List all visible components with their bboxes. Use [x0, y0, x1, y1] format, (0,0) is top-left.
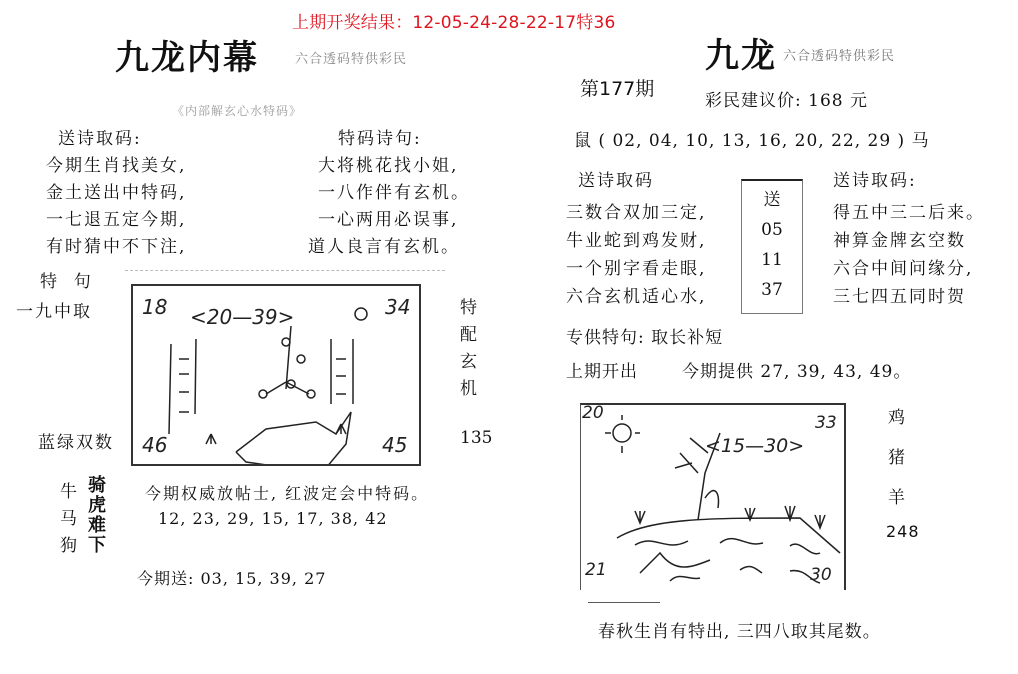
dashed-divider	[125, 270, 445, 271]
right-side-number: 248	[886, 522, 920, 541]
left-poem-line-1: 今期生肖找美女,	[46, 156, 187, 176]
special-phrase-value: 一九中取	[16, 302, 92, 322]
idiom-1: 骑	[88, 475, 106, 496]
left-side-vertical	[460, 295, 479, 403]
side-zodiac-3: 羊	[888, 488, 907, 508]
left-poem-line-4: 有时猜中不下注,	[46, 237, 187, 257]
right-corner-tr: 33	[815, 413, 837, 433]
right-side-vertical	[888, 398, 907, 518]
right-title: 九龙	[705, 36, 777, 76]
zodiac-2: 马	[60, 509, 79, 529]
send-box-num-3: 37	[761, 280, 783, 300]
left-poem-line-2: 金土送出中特码,	[46, 183, 187, 203]
idiom-4: 下	[88, 535, 106, 556]
r-poem-left-line-4: 六合玄机适心水,	[566, 287, 707, 307]
r-poem-right-line-1: 得五中三二后来。	[833, 203, 985, 223]
r-poem-right-line-2: 神算金牌玄空数	[833, 231, 966, 251]
r-poem-right-line-3: 六合中间问缘分,	[833, 259, 974, 279]
side-zodiac-2: 猪	[888, 448, 907, 468]
r-poem-right-line-4: 三七四五同时贺	[833, 287, 966, 307]
right-poem-line-1: 大将桃花找小姐,	[318, 156, 459, 176]
left-subtitle: 六合透码特供彩民	[295, 52, 408, 67]
send-box-label: 送	[763, 190, 781, 210]
left-corner-tr: 34	[385, 295, 411, 319]
side-zodiac-1: 鸡	[888, 408, 907, 428]
authority-line: 今期权威放帖士, 红波定会中特码。	[145, 484, 430, 503]
right-footer: 春秋生肖有特出, 三四八取其尾数。	[598, 622, 881, 642]
authority-numbers: 12, 23, 29, 15, 17, 38, 42	[158, 509, 388, 528]
left-poem-line-3: 一七退五定今期,	[46, 210, 187, 230]
side-char-2: 配	[460, 325, 479, 345]
last-result-banner: 上期开奖结果：12-05-24-28-22-17特36	[292, 13, 616, 33]
left-side-number: 135	[460, 428, 493, 448]
left-corner-tl: 18	[142, 295, 168, 319]
right-subtitle: 六合透码特供彩民	[783, 49, 896, 64]
send-box	[741, 179, 803, 314]
special-phrase-label: 特 句	[40, 272, 93, 292]
left-range: <20—39>	[190, 305, 295, 329]
r-poem-right-heading: 送诗取码:	[833, 171, 917, 191]
right-sketch-icon	[580, 403, 850, 603]
right-corner-tl: 20	[582, 403, 604, 423]
side-char-1: 特	[460, 298, 479, 318]
zodiac-3: 狗	[60, 536, 79, 556]
left-corner-bl: 46	[142, 433, 168, 457]
left-sketch-icon	[131, 284, 421, 464]
left-corner-br: 45	[382, 433, 408, 457]
send-box-num-2: 11	[761, 250, 783, 270]
zodiac-column	[60, 479, 79, 560]
send-box-num-1: 05	[761, 220, 783, 240]
right-corner-br: 30	[810, 565, 832, 585]
zodiac-numbers-line: 鼠 ( 02, 04, 10, 13, 16, 20, 22, 29 ) 马	[574, 131, 930, 151]
left-poem-heading: 送诗取码:	[58, 129, 142, 149]
last-open-label: 上期开出	[566, 362, 638, 382]
idiom-2: 虎	[88, 495, 106, 516]
right-range: <15—30>	[705, 435, 805, 457]
idiom-column	[88, 476, 106, 556]
left-title: 九龙内幕	[115, 38, 259, 78]
color-hint: 蓝绿双数	[38, 433, 114, 453]
issue-number: 第177期	[580, 78, 655, 100]
right-poem-heading: 特码诗句:	[338, 129, 422, 149]
r-poem-left-line-1: 三数合双加三定,	[566, 203, 707, 223]
zodiac-1: 牛	[60, 482, 79, 502]
r-poem-left-line-3: 一个别字看走眼,	[566, 259, 707, 279]
send-numbers: 今期送: 03, 15, 39, 27	[137, 569, 327, 588]
left-caption: 《内部解玄心水特码》	[172, 104, 303, 118]
idiom-3: 难	[88, 515, 106, 536]
right-poem-line-4: 道人良言有玄机。	[308, 237, 460, 257]
right-special-phrase: 专供特句: 取长补短	[566, 328, 724, 348]
side-char-3: 玄	[460, 352, 479, 372]
right-poem-line-3: 一心两用必误事,	[318, 210, 459, 230]
side-char-4: 机	[460, 379, 479, 399]
right-poem-line-2: 一八作伴有玄机。	[318, 183, 470, 203]
right-corner-bl: 21	[585, 560, 607, 580]
suggested-price: 彩民建议价: 168 元	[705, 91, 868, 111]
r-poem-left-heading: 送诗取码	[578, 171, 654, 191]
provide-numbers: 今期提供 27, 39, 43, 49。	[682, 362, 912, 382]
r-poem-left-line-2: 牛业蛇到鸡发财,	[566, 231, 707, 251]
